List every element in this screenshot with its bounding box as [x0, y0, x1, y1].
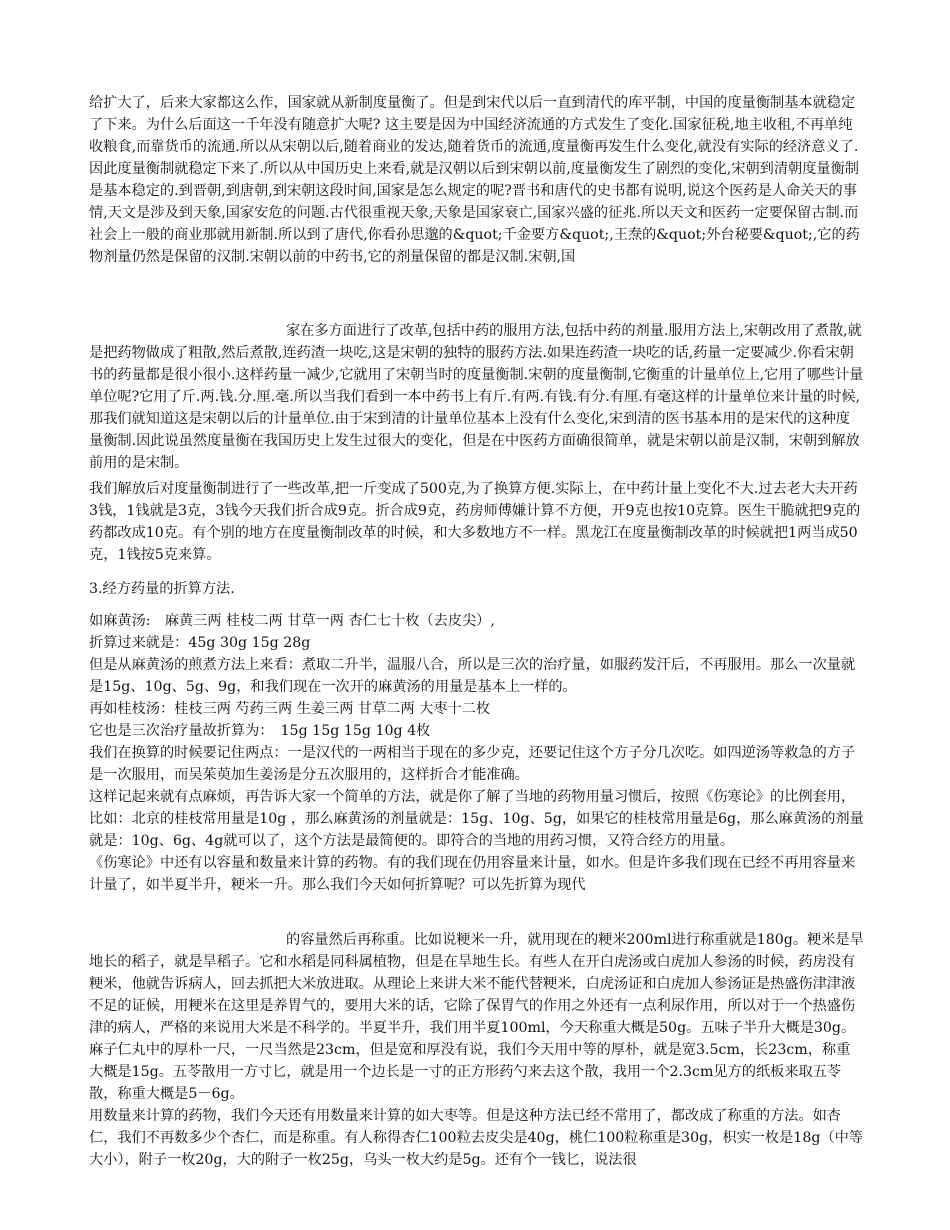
text-p10: 我们在换算的时候要记住两点：一是汉代的一两相当于现在的多少克，还要记住这个方子分几次吃。如四逆汤等救急的方子是一次服用，而吴茱萸加生姜汤是分五次服用的，这样折合才能准确。: [89, 745, 856, 783]
text-p13: 的容量然后再称重。比如说粳米一升，就用现在的粳米200ml进行称重就是180g。粳米是旱地长的稻子，就是旱稻子。它和水稻是同科属植物，但是在旱地生长。有些人在开白虎汤或白虎加人参汤的时候，药房没有粳米，他就告诉病人，回去抓把大米放进取。从理论上来讲大米不能代替粳米，白虎汤证和白虎加人参汤证是热盛伤津津液不足的证候，用粳米在这里是养胃气的，要用大米的话，它除了保胃气的作用之外还有一点利尿作用，所以对于一个热盛伤津的病人，严格的来说用大米是不科学的。半夏半升，我们用半夏100ml，今天称重大概是50g。五味子半升大概是30g。麻子仁丸中的厚朴一尺，一尺当然是23cm，但是宽和厚没有说，我们今天用中等的厚朴，就是宽3.5cm，长23cm，称重大概是15g。五苓散用一方寸匕，就是用一个边长是一寸的正方形药勺来去这个散，我用一个2.3cm见方的纸板来取五苓散，称重大概是5－6g。: [89, 932, 864, 1102]
paragraph-song-dynasty-measures: [89, 92, 864, 268]
text-p14: 用数量来计算的药物，我们今天还有用数量来计算的如大枣等。但是这种方法已经不常用了，都改成了称重的方法。如杏仁，我们不再数多少个杏仁，而是称重。有人称得杏仁100粒去皮尖是40g，桃仁100粒称重是30g，枳实一枚是18g（中等大小），附子一枚20g，大的附子一枚25g，乌头一枚大约是5g。还有个一钱匕，说法很: [89, 1108, 864, 1168]
text-p2: 家在多方面进行了改革,包括中药的服用方法,包括中药的剂量.服用方法上,宋朝改用了煮散,就是把药物做成了粗散,然后煮散,连药渣一块吃,这是宋朝的独特的服药方法.如果连药渣一块吃的话,药量一定要减少.你看宋朝书的药量都是很小很小.这样药量一减少,它就用了宋朝当时的度量衡制.宋朝的度量衡制,它衡重的计量单位上,它用了哪些计量单位呢?它用了斤.两.钱.分.厘.毫.所以当我们看到一本中药书上有斤.有两.有钱.有分.有厘.有毫这样的计量单位来计量的时候,那我们就知道这是宋朝以后的计量单位.由于宋到清的计量单位基本上没有什么变化,宋到清的医书基本用的是宋代的这种度量衡制.因此说虽然度量衡在我国历史上发生过很大的变化，但是在中医药方面确很简单，就是宋朝以前是汉制，宋朝到解放前用的是宋制。: [89, 323, 864, 471]
text-p3: 我们解放后对度量衡制进行了一些改革,把一斤变成了500克,为了换算方便.实际上，在中药计量上变化不大.过去老大夫开药3钱，1钱就是3克，3钱今天我们折合成9克。折合成9克，药房师傅嫌计算不方便，开9克也按10克算。医生干脆就把9克的药都改成10克。有个别的地方在度量衡制改革的时候，和大多数地方不一样。黑龙江在度量衡制改革的时候就把1两当成50克，1钱按5克来算。: [89, 481, 861, 563]
text-p9: 它也是三次治疗量故折算为： 15g 15g 15g 10g 4枚: [89, 723, 431, 739]
section-title: 3.经方药量的折算方法.: [89, 581, 235, 597]
text-p12: 《伤寒论》中还有以容量和数量来计算的药物。有的我们现在仍用容量来计量，如水。但是许多我们现在已经不再用容量来计量了，如半夏半升，粳米一升。那么我们今天如何折算呢？可以先折算为现代: [89, 855, 856, 893]
text-p6: 折算过来就是：45g 30g 15g 28g: [89, 635, 311, 651]
text-p1: 给扩大了，后来大家都这么作，国家就从新制度量衡了。但是到宋代以后一直到清代的库平制，中国的度量衡制基本就稳定了下来。为什么后面这一千年没有随意扩大呢? 这主要是因为中国经济流通的方式发生了变化.国家征税,地主收租,不再单纯收粮食,而靠货币的流通.所以从宋朝以后,随着商业的发达,随着货币的流通,度量衡再发生什么变化,就没有实际的经济意义了.因此度量衡制就稳定下来了.所以从中国历史上来看,就是汉朝以后到宋朝以前,度量衡发生了剧烈的变化,宋朝到清朝度量衡制是基本稳定的.到晋朝,到唐朝,到宋朝这段时间,国家是怎么规定的呢?晋书和唐代的史书都有说明,说这个医药是人命关天的事情,天文是涉及到天象,国家安危的问题.古代很重视天象,天象是国家衰亡,国家兴盛的征兆.所以天文和医药一定要保留古制.而社会上一般的商业那就用新制.所以到了唐代,你看孙思邈的&quot;千金要方&quot;,王焘的&quot;外台秘要&quot;,它的药物剂量仍然是保留的汉制.宋朝以前的中药书,它的剂量保留的都是汉制.宋朝,国: [89, 95, 860, 265]
text-p8: 再如桂枝汤：桂枝三两 芍药三两 生姜三两 甘草二两 大枣十二枚: [89, 701, 491, 717]
text-p11: 这样记起来就有点麻烦，再告诉大家一个简单的方法，就是你了解了当地的药物用量习惯后，按照《伤寒论》的比例套用，比如：北京的桂枝常用量是10g ，那么麻黄汤的剂量就是：15g、10g、5g，如果它的桂枝常用量是6g，那么麻黄汤的剂量就是：10g、6g、4g就可以了，这个方法是最简便的。即符合的当地的用药习惯，又符合经方的用量。: [89, 789, 864, 849]
dosage-examples: [89, 610, 864, 896]
paragraph-song-reform: [89, 320, 864, 474]
text-p7: 但是从麻黄汤的煎煮方法上来看：煮取二升半，温服八合，所以是三次的治疗量，如服药发汗后，不再服用。那么一次量就是15g、10g、5g、9g，和我们现在一次开的麻黄汤的用量是基本上一样的。: [89, 657, 856, 695]
text-p5: 如麻黄汤: 麻黄三两 桂枝二两 甘草一两 杏仁七十枚（去皮尖）,: [89, 613, 495, 629]
section-heading: [89, 578, 864, 600]
paragraph-modern-reform: [89, 478, 864, 566]
paragraph-volume-and-count: [89, 929, 864, 1171]
